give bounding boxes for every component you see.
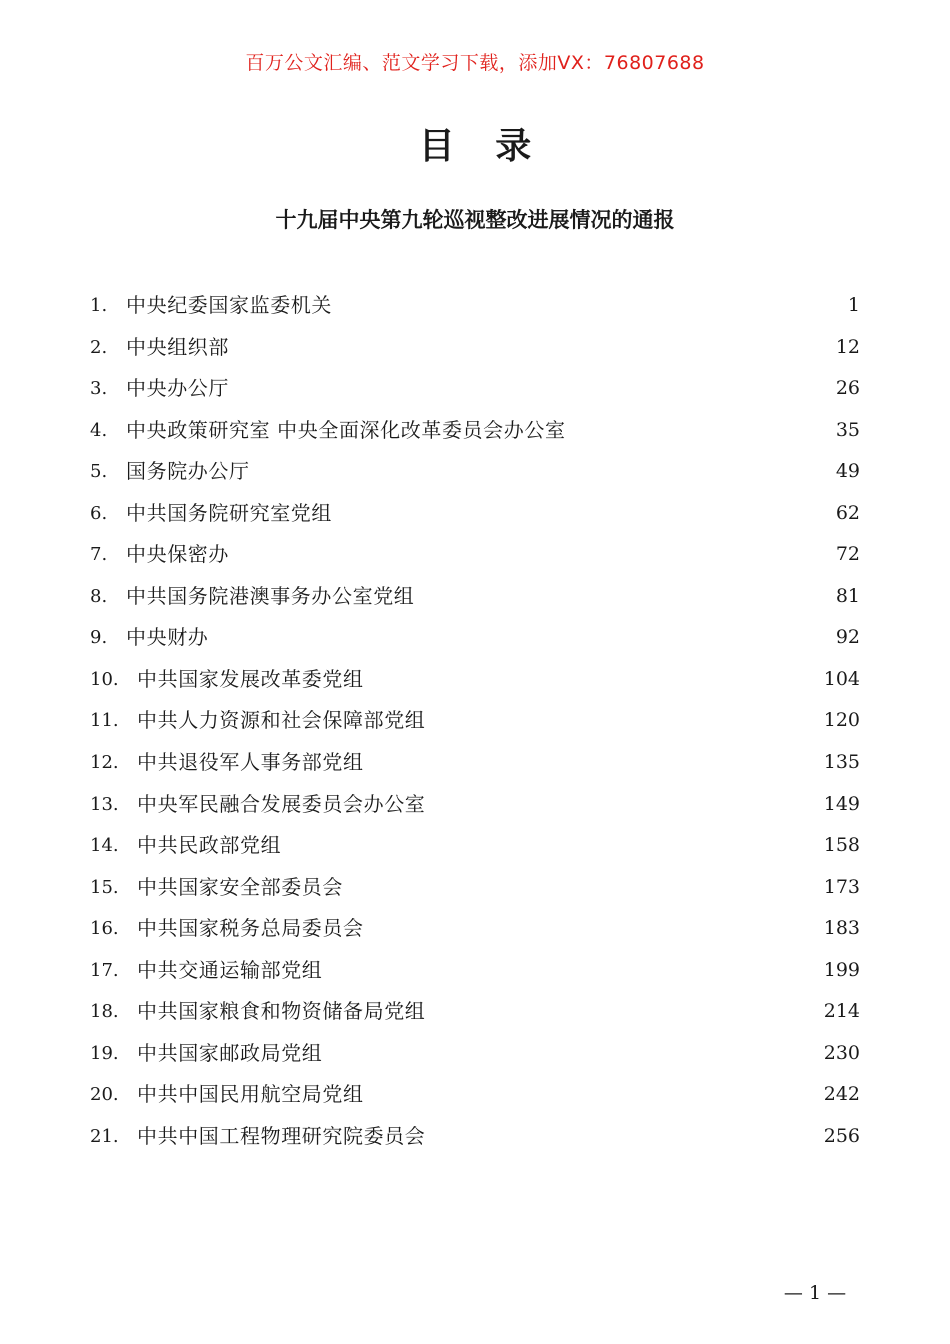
- toc-entry-title: 中央政策研究室 中央全面深化改革委员会办公室: [126, 417, 566, 442]
- toc-entry[interactable]: [90, 908, 860, 950]
- toc-entry-number: 18.: [90, 1001, 119, 1023]
- toc-entry-page: 149: [823, 792, 860, 815]
- toc-entry-title: 中共国家安全部委员会: [137, 874, 343, 899]
- toc-entry-page: 199: [823, 958, 860, 981]
- toc-entry-page: 214: [823, 1000, 860, 1023]
- toc-entry[interactable]: [90, 493, 860, 535]
- toc-entry[interactable]: [90, 576, 860, 618]
- toc-entry[interactable]: [90, 451, 860, 493]
- toc-entry-title: 中共国家邮政局党组: [137, 1040, 323, 1065]
- toc-entry[interactable]: [90, 784, 860, 826]
- toc-entry-title: 中央财办: [126, 625, 209, 650]
- toc-entry[interactable]: [90, 700, 860, 742]
- toc-entry-page: 135: [823, 751, 860, 774]
- toc-entry[interactable]: [90, 410, 860, 452]
- toc-entry-number: 13.: [90, 793, 119, 815]
- toc-entry-title: 中共国家发展改革委党组: [137, 666, 364, 691]
- toc-entry-number: 6.: [90, 502, 108, 524]
- toc-entry-page: 120: [823, 709, 860, 732]
- toc-entry-page: 12: [835, 335, 860, 358]
- toc-entry-number: 9.: [90, 627, 108, 649]
- toc-entry-page: 72: [835, 543, 860, 566]
- toc-entry-number: 4.: [90, 419, 108, 441]
- toc-entry-title: 中央保密办: [126, 542, 229, 567]
- toc-entry-number: 19.: [90, 1042, 119, 1064]
- toc-entry-page: 183: [823, 917, 860, 940]
- toc-entry-title: 中共中国工程物理研究院委员会: [137, 1123, 426, 1148]
- toc-entry-number: 3.: [90, 378, 108, 400]
- document-subtitle: 十九届中央第九轮巡视整改进展情况的通报: [275, 208, 675, 232]
- toc-entry-title: 中共国家粮食和物资储备局党组: [137, 999, 426, 1024]
- toc-entry-page: 81: [835, 584, 860, 607]
- toc-entry[interactable]: [90, 867, 860, 909]
- toc-entry-number: 12.: [90, 752, 119, 774]
- page-title: 目 录: [418, 126, 546, 167]
- toc-entry[interactable]: [90, 991, 860, 1033]
- toc-entry-title: 中共国务院研究室党组: [126, 500, 332, 525]
- toc-entry-number: 15.: [90, 876, 119, 898]
- toc-entry-title: 中央军民融合发展委员会办公室: [137, 791, 426, 816]
- toc-entry-title: 中共中国民用航空局党组: [137, 1082, 364, 1107]
- toc-entry-number: 10.: [90, 668, 119, 690]
- toc-entry-title: 中共国家税务总局委员会: [137, 916, 364, 941]
- toc-entry-page: 256: [823, 1124, 860, 1147]
- toc-entry-title: 中共交通运输部党组: [137, 957, 323, 982]
- toc-entry-page: 158: [823, 834, 860, 857]
- toc-entry-title: 中共退役军人事务部党组: [137, 750, 364, 775]
- toc-entry-page: 242: [823, 1083, 860, 1106]
- toc-entry-number: 7.: [90, 544, 108, 566]
- toc-entry-page: 49: [835, 460, 860, 483]
- toc-entry[interactable]: [90, 617, 860, 659]
- toc-entry-page: 173: [823, 875, 860, 898]
- toc-entry-page: 35: [835, 418, 860, 441]
- toc-entry-title: 中共国务院港澳事务办公室党组: [126, 583, 415, 608]
- toc-entry-number: 21.: [90, 1125, 119, 1147]
- toc-entry-title: 中央纪委国家监委机关: [126, 293, 332, 317]
- toc-entry-page: 92: [835, 626, 860, 649]
- toc-entry[interactable]: [90, 1074, 860, 1116]
- toc-entry-title: 中共人力资源和社会保障部党组: [137, 708, 426, 733]
- toc-entry-number: 8.: [90, 585, 108, 607]
- toc-entry[interactable]: [90, 742, 860, 784]
- table-of-contents: [90, 285, 860, 1157]
- toc-entry-number: 2.: [90, 336, 108, 358]
- toc-entry-title: 中央办公厅: [126, 376, 229, 401]
- toc-entry-number: 16.: [90, 918, 119, 940]
- toc-entry-page: 62: [835, 501, 860, 524]
- toc-entry-number: 11.: [90, 710, 119, 732]
- toc-entry-title: 国务院办公厅: [126, 459, 250, 484]
- toc-entry[interactable]: [90, 1116, 860, 1158]
- toc-entry-number: 1.: [90, 295, 108, 316]
- toc-entry-title: 中共民政部党组: [137, 833, 282, 858]
- toc-entry-page: 104: [823, 667, 860, 690]
- toc-entry-number: 17.: [90, 959, 119, 981]
- toc-entry[interactable]: [90, 285, 860, 327]
- toc-entry-number: 20.: [90, 1084, 119, 1106]
- toc-entry[interactable]: [90, 1033, 860, 1075]
- toc-entry[interactable]: [90, 534, 860, 576]
- toc-entry[interactable]: [90, 659, 860, 701]
- toc-entry-page: 26: [835, 377, 860, 400]
- toc-entry-number: 5.: [90, 461, 108, 483]
- page-number: — 1 —: [783, 1282, 847, 1304]
- toc-entry[interactable]: [90, 950, 860, 992]
- toc-entry[interactable]: [90, 368, 860, 410]
- header-banner: 百万公文汇编、范文学习下载，添加VX：76807688: [245, 52, 705, 74]
- toc-entry-page: 230: [823, 1041, 860, 1064]
- toc-entry-title: 中央组织部: [126, 334, 229, 359]
- toc-entry-number: 14.: [90, 835, 119, 857]
- toc-entry-page: 1: [847, 294, 860, 316]
- toc-entry[interactable]: [90, 825, 860, 867]
- toc-entry[interactable]: [90, 327, 860, 369]
